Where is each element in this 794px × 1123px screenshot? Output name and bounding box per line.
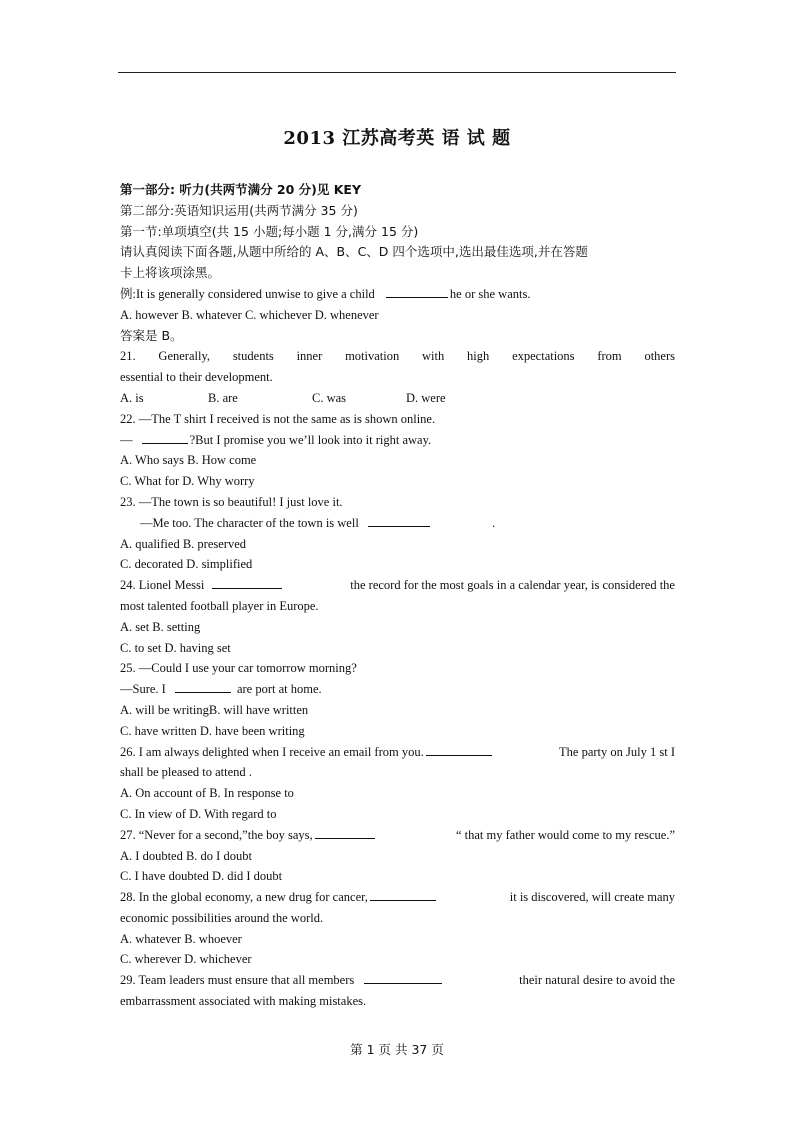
q27-stem-a: 27. “Never for a second,”the boy says, <box>120 827 313 842</box>
q29-stem <box>120 970 675 991</box>
q24-options-1: A. set B. setting <box>120 619 201 634</box>
q28-stem-start <box>120 887 438 908</box>
q26-stem-a: 26. I am always delighted when I receive an email from you. <box>120 744 424 759</box>
answer-blank <box>175 681 231 693</box>
q21-option-a: A. is <box>120 390 144 405</box>
q22-options-2: C. What for D. Why worry <box>120 474 255 489</box>
q27-stem <box>120 825 675 846</box>
answer-blank <box>368 515 430 527</box>
q25-options-1: A. will be writingB. will have written <box>120 702 309 717</box>
section1-heading: 第一节:单项填空(共 15 小题;每小题 1 分,满分 15 分) <box>120 223 419 239</box>
example-stem-start: 例:It is generally considered unwise to give a child <box>120 286 375 301</box>
q27-options-1: A. I doubted B. do I doubt <box>120 848 252 863</box>
q22-stem: 22. —The T shirt I received is not the same as is shown online. <box>120 411 436 426</box>
q25-reply <box>120 679 675 700</box>
q29-stem-start <box>120 970 444 991</box>
q24-stem-b: the record for the most goals in a calendar year, is considered the <box>350 578 675 593</box>
example-stem-end: he or she wants. <box>449 286 531 301</box>
example-stem <box>120 284 675 305</box>
q26-stem-start <box>120 742 494 763</box>
q25-options-2: C. have written D. have been writing <box>120 723 305 738</box>
q24-options-2: C. to set D. having set <box>120 640 231 655</box>
instructions-line-2: 卡上将该项涂黑。 <box>120 265 221 281</box>
q29-stem-cont: embarrassment associated with making mistakes. <box>120 994 367 1009</box>
q23-reply <box>120 513 675 534</box>
q24-stem-start <box>120 575 284 596</box>
q22-options-1: A. Who says B. How come <box>120 453 257 468</box>
part1-heading: 第一部分: 听力(共两节满分 20 分)见 KEY <box>120 182 362 197</box>
q28-stem-cont: economic possibilities around the world. <box>120 910 324 925</box>
answer-blank <box>426 744 492 756</box>
q22-reply-text: ?But I promise you we’ll look into it right away. <box>189 432 432 447</box>
q21-option-d: D. were <box>406 390 446 405</box>
answer-blank <box>386 286 448 298</box>
q28-stem-b: it is discovered, will create many <box>509 890 675 905</box>
q25-reply-b: are port at home. <box>236 682 322 697</box>
q23-reply-text: —Me too. The character of the town is well <box>140 515 359 530</box>
q27-options-2: C. I have doubted D. did I doubt <box>120 869 283 884</box>
q24-stem <box>120 575 675 596</box>
page-footer: 第 1 页 共 37 页 <box>350 1042 444 1057</box>
q28-options-1: A. whatever B. whoever <box>120 931 242 946</box>
instructions-line-1: 请认真阅读下面各题,从题中所给的 A、B、C、D 四个选项中,选出最佳选项,并在答题 <box>120 244 588 260</box>
document-body <box>120 180 675 1012</box>
q28-stem-a: 28. In the global economy, a new drug for cancer, <box>120 890 368 905</box>
q29-stem-b: their natural desire to avoid the <box>519 973 675 988</box>
q21-stem-cont: essential to their development. <box>120 370 273 385</box>
q23-period: . <box>491 515 496 530</box>
q25-stem: 25. —Could I use your car tomorrow morning? <box>120 661 357 676</box>
answer-blank <box>212 577 282 589</box>
q29-stem-a: 29. Team leaders must ensure that all members <box>120 973 355 988</box>
answer-blank <box>370 889 436 901</box>
q25-reply-a: —Sure. I <box>120 682 166 697</box>
q23-options-2: C. decorated D. simplified <box>120 557 253 572</box>
example-answer: 答案是 B。 <box>120 327 183 343</box>
example-options: A. however B. whatever C. whichever D. whenever <box>120 307 379 322</box>
q28-stem <box>120 887 675 908</box>
q21-option-c: C. was <box>312 390 347 405</box>
q26-stem <box>120 742 675 763</box>
q24-stem-cont: most talented football player in Europe. <box>120 598 319 613</box>
part2-heading: 第二部分:英语知识运用(共两节满分 35 分) <box>120 202 358 218</box>
answer-blank <box>364 972 442 984</box>
q27-stem-start <box>120 825 377 846</box>
q26-stem-cont: shall be pleased to attend . <box>120 765 252 780</box>
q21-stem: 21. Generally, students inner motivation with high expectations from others <box>120 349 675 364</box>
q28-options-2: C. wherever D. whichever <box>120 952 252 967</box>
q22-dash: — <box>120 432 133 447</box>
q23-options-1: A. qualified B. preserved <box>120 536 247 551</box>
q26-options-1: A. On account of B. In response to <box>120 786 294 801</box>
q21-option-b: B. are <box>208 390 238 405</box>
page-title: 2013 江苏高考英 语 试 题 <box>283 128 511 149</box>
q23-stem: 23. —The town is so beautiful! I just love it. <box>120 494 343 509</box>
header-rule <box>118 72 676 73</box>
q26-stem-b: The party on July 1 st I <box>559 744 675 759</box>
q24-stem-a: 24. Lionel Messi <box>120 578 205 593</box>
q27-stem-b: “ that my father would come to my rescue.” <box>455 827 675 842</box>
answer-blank <box>142 432 188 444</box>
answer-blank <box>315 827 375 839</box>
q22-reply <box>120 430 675 451</box>
q26-options-2: C. In view of D. With regard to <box>120 806 277 821</box>
q21-options <box>120 388 675 409</box>
